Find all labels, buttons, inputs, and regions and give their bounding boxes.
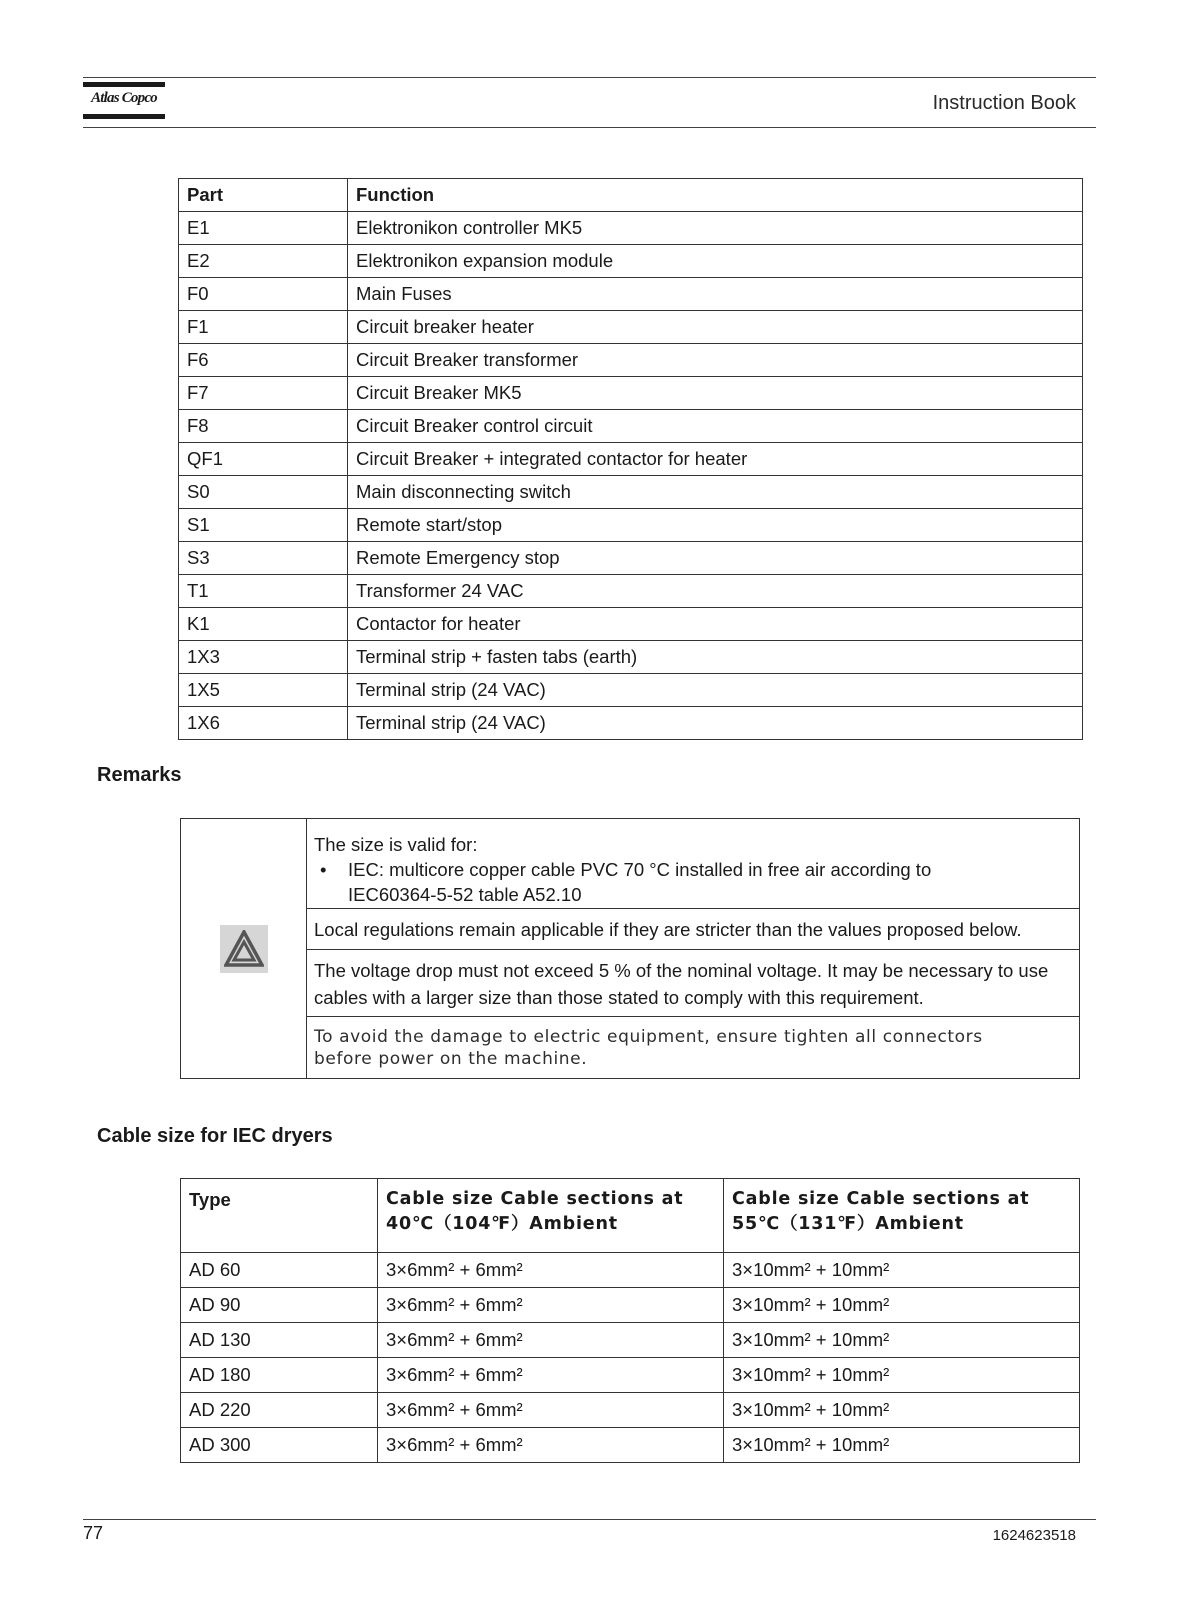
part-function-cell: Remote Emergency stop	[348, 542, 1083, 575]
part-code-cell: 1X5	[179, 674, 348, 707]
parts-table-row	[179, 311, 1083, 344]
header-bottom-rule	[83, 127, 1096, 128]
dryer-type-cell: AD 180	[181, 1358, 378, 1393]
logo-top-bar	[83, 82, 165, 87]
cable-table-row	[181, 1323, 1080, 1358]
cable-table-row	[181, 1288, 1080, 1323]
parts-table-row	[179, 674, 1083, 707]
cable-size-55c-cell: 3×10mm² + 10mm²	[724, 1393, 1080, 1428]
size-valid-cell	[307, 819, 1080, 909]
part-code-cell: S1	[179, 509, 348, 542]
remarks-row	[181, 909, 1080, 950]
parts-table-row	[179, 575, 1083, 608]
part-code-cell: F7	[179, 377, 348, 410]
cable-size-title: Cable size for IEC dryers	[97, 1125, 333, 1147]
parts-table-row	[179, 641, 1083, 674]
avoid-damage-line2: before power on the machine.	[314, 1049, 588, 1069]
part-function-cell: Circuit breaker heater	[348, 311, 1083, 344]
footer-rule	[83, 1519, 1096, 1520]
avoid-damage-cell	[307, 1017, 1080, 1079]
part-function-cell: Remote start/stop	[348, 509, 1083, 542]
cable-size-40c-cell: 3×6mm² + 6mm²	[378, 1428, 724, 1463]
logo-bottom-bar	[83, 114, 165, 119]
cable-size-55c-cell: 3×10mm² + 10mm²	[724, 1358, 1080, 1393]
parts-header-function: Function	[348, 179, 1083, 212]
part-code-cell: S3	[179, 542, 348, 575]
part-code-cell: QF1	[179, 443, 348, 476]
parts-table-row	[179, 509, 1083, 542]
remarks-title: Remarks	[97, 764, 182, 786]
local-regulations-text: Local regulations remain applicable if they are stricter than the values proposed below.	[314, 919, 1022, 940]
parts-table-header-row	[179, 179, 1083, 212]
dryer-type-cell: AD 220	[181, 1393, 378, 1428]
logo-text: Atlas Copco	[91, 90, 157, 106]
parts-table-row	[179, 608, 1083, 641]
part-code-cell: F6	[179, 344, 348, 377]
parts-table	[178, 178, 1083, 740]
parts-table-row	[179, 245, 1083, 278]
cable-header-55c	[724, 1179, 1080, 1253]
remarks-icon-cell	[181, 819, 307, 1079]
size-valid-intro: The size is valid for:	[314, 834, 478, 855]
part-function-cell: Main disconnecting switch	[348, 476, 1083, 509]
part-function-cell: Circuit Breaker MK5	[348, 377, 1083, 410]
cable-header-type: Type	[181, 1179, 378, 1253]
part-code-cell: T1	[179, 575, 348, 608]
part-function-cell: Terminal strip (24 VAC)	[348, 674, 1083, 707]
cable-size-40c-cell: 3×6mm² + 6mm²	[378, 1358, 724, 1393]
parts-table-row	[179, 212, 1083, 245]
parts-table-row	[179, 707, 1083, 740]
part-function-cell: Elektronikon expansion module	[348, 245, 1083, 278]
part-function-cell: Circuit Breaker + integrated contactor for heater	[348, 443, 1083, 476]
part-function-cell: Circuit Breaker control circuit	[348, 410, 1083, 443]
remarks-row	[181, 1017, 1080, 1079]
parts-table-row	[179, 278, 1083, 311]
cable-table-row	[181, 1253, 1080, 1288]
bullet-mark: •	[320, 859, 327, 880]
dryer-type-cell: AD 300	[181, 1428, 378, 1463]
cable-table-header-row	[181, 1179, 1080, 1253]
parts-table-row	[179, 476, 1083, 509]
part-code-cell: 1X3	[179, 641, 348, 674]
cable-size-40c-cell: 3×6mm² + 6mm²	[378, 1253, 724, 1288]
part-function-cell: Terminal strip (24 VAC)	[348, 707, 1083, 740]
atlas-copco-logo	[83, 82, 165, 124]
header-top-rule	[83, 77, 1096, 78]
dryer-type-cell: AD 60	[181, 1253, 378, 1288]
page-number: 77	[83, 1523, 104, 1543]
size-valid-bullet	[314, 857, 1072, 907]
avoid-damage-line1: To avoid the damage to electric equipment, ensure tighten all connectors	[314, 1027, 983, 1047]
document-number: 1624623518	[992, 1527, 1076, 1544]
part-code-cell: K1	[179, 608, 348, 641]
cable-header-40c-line1: Cable size Cable sections at	[386, 1189, 684, 1209]
bullet-text-line2: IEC60364-5-52 table A52.10	[348, 884, 582, 905]
cable-header-40c-line2: 40℃（104℉）Ambient	[386, 1214, 618, 1234]
part-code-cell: E2	[179, 245, 348, 278]
remarks-row	[181, 819, 1080, 909]
cable-header-55c-line2: 55℃（131℉）Ambient	[732, 1214, 964, 1234]
warning-triangle-icon	[220, 925, 268, 973]
parts-table-row	[179, 410, 1083, 443]
cable-table-row	[181, 1393, 1080, 1428]
bullet-text-line1: IEC: multicore copper cable PVC 70 °C installed in free air according to	[348, 859, 932, 880]
dryer-type-cell: AD 130	[181, 1323, 378, 1358]
part-function-cell: Transformer 24 VAC	[348, 575, 1083, 608]
part-function-cell: Terminal strip + fasten tabs (earth)	[348, 641, 1083, 674]
local-regulations-cell	[307, 909, 1080, 950]
voltage-drop-cell	[307, 950, 1080, 1017]
parts-table-row	[179, 542, 1083, 575]
cable-size-table	[180, 1178, 1080, 1463]
remarks-row	[181, 950, 1080, 1017]
cable-size-40c-cell: 3×6mm² + 6mm²	[378, 1323, 724, 1358]
part-code-cell: F0	[179, 278, 348, 311]
cable-size-55c-cell: 3×10mm² + 10mm²	[724, 1323, 1080, 1358]
header-title: Instruction Book	[932, 92, 1076, 114]
cable-size-40c-cell: 3×6mm² + 6mm²	[378, 1393, 724, 1428]
parts-header-part: Part	[179, 179, 348, 212]
part-function-cell: Main Fuses	[348, 278, 1083, 311]
remarks-table	[180, 818, 1080, 1079]
cable-size-55c-cell: 3×10mm² + 10mm²	[724, 1428, 1080, 1463]
cable-size-55c-cell: 3×10mm² + 10mm²	[724, 1253, 1080, 1288]
dryer-type-cell: AD 90	[181, 1288, 378, 1323]
parts-table-row	[179, 377, 1083, 410]
parts-table-row	[179, 344, 1083, 377]
part-code-cell: E1	[179, 212, 348, 245]
cable-size-40c-cell: 3×6mm² + 6mm²	[378, 1288, 724, 1323]
part-code-cell: F1	[179, 311, 348, 344]
part-code-cell: S0	[179, 476, 348, 509]
part-function-cell: Circuit Breaker transformer	[348, 344, 1083, 377]
cable-header-55c-line1: Cable size Cable sections at	[732, 1189, 1030, 1209]
cable-size-55c-cell: 3×10mm² + 10mm²	[724, 1288, 1080, 1323]
part-function-cell: Contactor for heater	[348, 608, 1083, 641]
part-code-cell: F8	[179, 410, 348, 443]
cable-table-row	[181, 1428, 1080, 1463]
cable-table-row	[181, 1358, 1080, 1393]
part-code-cell: 1X6	[179, 707, 348, 740]
cable-header-40c	[378, 1179, 724, 1253]
part-function-cell: Elektronikon controller MK5	[348, 212, 1083, 245]
parts-table-row	[179, 443, 1083, 476]
voltage-drop-text: The voltage drop must not exceed 5 % of the nominal voltage. It may be necessary to use cables with a larger size than those stated to comply with this requirement.	[314, 960, 1049, 1008]
